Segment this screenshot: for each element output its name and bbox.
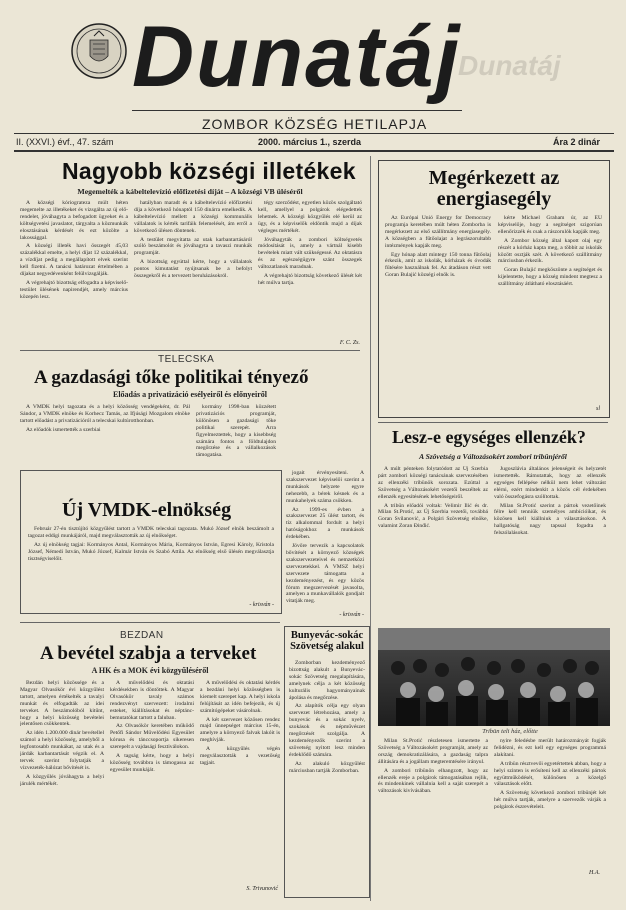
- telecska-headline: A gazdasági tőke politikai tényező: [34, 367, 309, 388]
- paragraph: Az előadók ismertették a szerbiai: [26, 426, 101, 433]
- paragraph: A végrehajtó bizottság elfogadta a képviselő-testület ülésének napirendjét, amely március közepén lesz.: [20, 279, 128, 300]
- telecska-deck: Előadás a privatizáció esélyeiről és előnyeiről: [113, 390, 267, 399]
- lead-column-3: [258, 200, 362, 346]
- paragraph: Zomborban kezdeményező bizottság alakult a Bunyevác-sokác Szövetség megalapítására, amelynek célja a két közösség kulturális hagyományainak ápolása és megőrzése.: [289, 660, 365, 701]
- lead-column-1: [20, 200, 128, 340]
- issue-date: 2000. március 1., szerda: [258, 137, 362, 147]
- bezdan-headline: A bevétel szabja a terveket: [40, 643, 257, 664]
- bezdan-signature: S. Trivunović: [246, 886, 278, 892]
- paragraph: Az idén 1.200.000 dinár bevétellel számol a helyi közösség, amelyből a legfontosabb munkákat, az utak és a járdák karbantartását végzik el. A tervek szerint folytatják a vízvezeték-hálózat bővítését is.: [20, 730, 104, 771]
- paragraph: Milan St.Protić szerint a pártok vezetőinek félre kell tenniük személyes ambícióikat, és közösen kell kiállniuk a választásokon. A hallgatóság nagy tapssal fogadta a felszólalásokat.: [494, 502, 606, 537]
- paragraph: Az új elnökség tagjai: Kormányos Antal, Kormányos Mária, Kormányos István, Egresi Károly, Kristola József, Némedi István, Mukó József, Kalmár István és Szabó Attila. Az elnökség első ülésén megválasztja tisztségviselőit.: [28, 541, 274, 562]
- unity-column-1: [378, 466, 488, 626]
- paragraph: A művelődési és oktatási kérdésekben is döntöttek. A Magyar Olvasókör tavaly számos rendezvényt szervezett: irodalmi esteket, kiállításokat és néptánc-bemutatókat tartott a faluban.: [110, 680, 194, 721]
- unity-column-3: [378, 738, 488, 896]
- paragraph: Bezdán helyi közössége és a Magyar Olvasókör évi közgyűlést tartott, amelyen értékelték a tavalyi munkát és elfogadták az idei terveket. A beszámolóból kitűnt, hogy a helyi közösség bevételei jelentősen csökkentek.: [20, 680, 104, 728]
- bunyevac-column: [289, 660, 365, 892]
- paragraph: Milan St.Protić részletesen ismertette a Szövetség a Változásokért programját, amely az ország demokratizálására, a gazdaság talpra állítására és a jogállam megteremtésére irányul.: [378, 738, 488, 765]
- vmdk-signature: - krisván -: [249, 602, 274, 608]
- telecska-column-2: [196, 404, 276, 476]
- paragraph: A végrehajtó bizottság következő ülését két hét múlva tartja.: [258, 273, 362, 286]
- paragraph: Az Olvasókör keretében működő Petőfi Sándor Művelődési Egyesület kórusa és tánccsoportja sikeresen szerepelt a vajdasági fesztiválokon.: [110, 723, 194, 751]
- relief-signature: sl: [595, 406, 600, 412]
- paragraph: nyire feledésbe merült határozmányát fogják felidézni, és ezt kell egy egységes programmá alakítani.: [494, 738, 606, 758]
- paragraph: Február 27-én tisztújító közgyűlést tartott a VMDK telecskai tagozata. Mukó József elnök beszámolt a tagozat eddigi munkájáról, majd megválasztották az új elnökséget.: [28, 526, 274, 539]
- paragraph: Az alakuló közgyűlést márciusban tartják Zomborban.: [289, 760, 365, 774]
- vmdk-column: [28, 526, 274, 600]
- bunyevac-headline: Bunyevác-sokác Szövetség alakul: [290, 630, 364, 653]
- paragraph: A Zombor község által kapott olaj egy részét a kórház kapta meg, a többit az iskolák között osztják szét. A következő szállítmány márciusban érkezik.: [498, 237, 602, 265]
- unity-headline: Lesz-e egységes ellenzék?: [392, 427, 586, 447]
- paragraph: A tribün résztvevői egyetértettek abban, hogy a helyi szinten is erősíteni kell az ellenzéki pártok együttműködését, különösen a közelgő választások előtt.: [494, 760, 606, 788]
- paragraph: Az 1999-es évben a szakszervezet 25 ülést tartott, és tíz alkalommal fordult a helyi hatóságokhoz a munkások érdekében.: [286, 506, 364, 541]
- paragraph: kérte Michael Graham úr, az EU képviselője, hogy a segítséget szigorúan ellenőrizzék és csak a rászorulók kapják meg.: [498, 215, 602, 235]
- paragraph: kormány 1998-ban közzétett privatizációs programját, különösen a gazdasági tőke politikai szerepét. Arra figyelmeztettek, hogy a kisebbség számára fontos a földtulajdon megőrzése és a vállalkozások támogatása.: [196, 404, 276, 459]
- bezdan-column-2: [110, 680, 194, 892]
- paragraph: Az alapítók célja egy olyan szervezet létrehozása, amely a bunyevác és a sokác nyelv, szokások és népművészet megőrzését szolgálja. A kezdeményezők szerint a szövetség nyitott lesz minden érdeklődő számára.: [289, 703, 365, 758]
- paragraph: Az Európai Unió Energy for Democracy programja keretében múlt héten Zomborba is megérkezett az első szállítmány energiasegély. A községben a fűtőolajat a legrászorultabb intézmények kapják meg.: [385, 215, 491, 249]
- paragraph: jogait érvényesíteni. A szakszervezet képviselői szerint a munkások helyzete egyre nehezebb, a bérek késnek és a munkahelyek száma csökken.: [286, 470, 364, 504]
- paragraph: A múlt pénteken folytatódott az Új Szerbia párt zombori községi tanácsának szervezésében az ellenzéki tribünök sorozata. Ezúttal a Szövetség a Változásokért vezetői beszéltek az ellenzék egyesítésének lehetőségeiről.: [378, 466, 488, 500]
- paragraph: hatályban maradt és a kábeltelevízió előfizetési díja a következő hónaptól 150 dinárra emelkedik. A kábeltelevízió mellett a községi kommunális vállalatok is kérték tarifáik felemelését, ám erről a következő ülésen döntenek.: [134, 200, 252, 234]
- mid-signature: - krisván -: [339, 612, 364, 618]
- paragraph: A községi illeték havi összegét 45,03 százalékkal emelte, a helyi díjat 12 százalékkal, a vízdíjat pedig a megállapított elvek szerint kell fizetni. A tanácsi határozat értelmében a díjakat negyedévenként felülvizsgálják.: [20, 243, 128, 278]
- lead-headline: Nagyobb községi illetékek: [62, 158, 356, 184]
- lead-signature: F. C. Zs.: [339, 340, 360, 346]
- paragraph: Jóváhagyták a zombori költségvetés módosítását is, amely a vártnál kisebb bevételek miatt vált szükségessé. Az oktatásra és az egészségügyre szánt összegek változatlanok maradnak.: [258, 236, 362, 271]
- bezdan-deck: A HK és a MOK évi közgyűléséről: [91, 666, 209, 675]
- paragraph: A testület megvitatta az utak karbantartásáról szóló beszámolót és jóváhagyta a tavaszi munkák programját.: [134, 236, 252, 257]
- tribune-photo: [378, 628, 610, 726]
- lead-deck: Megemelték a kábeltelevízió előfizetési díját – A községi VB üléséről: [77, 187, 303, 196]
- unity-deck: A Szövetség a Változásokért zombori tribünjéről: [419, 452, 567, 461]
- issue-price: Ára 2 dinár: [553, 137, 601, 147]
- paragraph: A Szövetség következő zombori tribünjét két hét múlva tartják, amelyre a szervezők várják a polgárok észrevételeit.: [494, 790, 606, 811]
- paragraph: Egy hónap alatt mintegy 150 tonna fűtőolaj érkezik, amit az iskolák, kórházak és óvodák fűtésére használnak fel. Az átadáson részt vett Goran Bulajić községi elnök is.: [385, 251, 491, 279]
- paragraph: A művelődési és oktatási kérdés a bezdáni helyi közösségben is kiemelt szerepet kap. A helyi iskola felújítását az idén befejezik, és új számítógépeket vásárolnak.: [200, 680, 280, 714]
- coat-of-arms-logo: [70, 22, 128, 80]
- paragraph: A zombori tribünön elhangzott, hogy az ellenzék ereje a polgárok támogatásában rejlik, és mindenkinek vállalnia kell a saját szerepét a változások kivívásában.: [378, 767, 488, 795]
- issue-number: II. (XXVI.) évf., 47. szám: [16, 137, 114, 147]
- paragraph: Jövőre tervezik a kapcsolatok bővítését a környező községek szakszervezeteivel és nemzetközi szervezetekkel. A VMSZ helyi szervezete támogatta a kezdeményezést, és egy közös fórum megszervezését javasolta, amelyen a munkavállalók gondjait vitatják meg.: [286, 543, 364, 605]
- relief-column-1: [385, 215, 491, 410]
- vmdk-headline: Új VMDK-elnökség: [62, 499, 232, 521]
- paragraph: A bizottság egyúttal kérte, hogy a vállalatok pontos kimutatást nyújtsanak be a befolyt összegekről és a tervezett beruházásokról.: [134, 259, 252, 280]
- paragraph: A VMDK helyi tagozata és a helyi közösség vendégeként, dr. Pál Sándor, a VMDK elnöke és Korhecz Tamás, az Ifjúsági Mozgalom elnöke tartott előadást a privatizációról a telecskai kultúrotthonban.: [20, 404, 190, 424]
- paragraph: A tagság kérte, hogy a helyi közösség továbbra is támogassa az egyesület munkáját.: [110, 753, 194, 773]
- paragraph: A két szervezet közösen rendez majd ünnepséget március 15-én, amelyre a környező falvak lakóit is meghívják.: [200, 716, 280, 744]
- masthead-faint-title: Dunatáj: [458, 50, 561, 81]
- telecska-kicker: TELECSKA: [158, 354, 215, 365]
- bezdan-column-3: [200, 680, 280, 880]
- paragraph: Jugoszlávia általános jelenségeit és helyzetét ismertették. Rámutattak, hogy az ellenzék egységes fellépése nélkül nem lehet változást elérni, ezért mindenkit a közös cél érdekében való összefogásra szólítottak.: [494, 466, 606, 500]
- paragraph: A közgyűlés jóváhagyta a helyi járulék mértékét.: [20, 773, 104, 787]
- masthead: [0, 0, 626, 150]
- mid-column: [286, 470, 364, 620]
- paragraph: tégy szerződést, egyetlen közös szolgáltató kell, amellyel a polgárok elégedettek lehetnek. A községi közgyűlés elé kerül az ügy, és a képviselők eldöntik majd a díjak végleges mértékét.: [258, 200, 362, 234]
- bezdan-column-1: [20, 680, 104, 892]
- paragraph: A tribün előadói voltak: Velimir Ilić és dr. Milan St.Protić, az Új Szerbia vezetői, továbbá Goran Svilanović, a Polgári Szövetség elnöke, valamint Zoran Đinđić.: [378, 502, 488, 530]
- unity-column-2: [494, 466, 606, 626]
- unity-column-4: [494, 738, 606, 866]
- relief-headline: Megérkezett az energiasegély: [428, 167, 560, 210]
- unity-signature: H.A.: [589, 870, 600, 876]
- telecska-column-1: [20, 404, 190, 460]
- masthead-subtitle: ZOMBOR KÖZSÉG HETILAPJA: [202, 116, 428, 132]
- paragraph: Goran Bulajić megköszönte a segítséget és kijelentette, hogy a község mindent megtesz a szállítmány átlátható elosztásáért.: [498, 267, 602, 288]
- paragraph: A községi kóriograteza múlt héten megemelte az illetékeket és vizsgálta az új elő-rendelet, jóváhagyta a befogadott ügyeket és a költségvetési javaslatot, tárgyalta a közmunkák elosztásának kérdését és ezt közölte a lakossággal.: [20, 200, 128, 241]
- photo-caption: Tribün teli ház, előtte: [482, 728, 538, 735]
- masthead-title: Dunatáj: [132, 9, 462, 105]
- relief-column-2: [498, 215, 602, 403]
- paragraph: A közgyűlés végén megválasztották a vezetőség tagjait.: [200, 746, 280, 766]
- lead-column-2: [134, 200, 252, 340]
- bezdan-kicker: BEZDAN: [120, 630, 164, 641]
